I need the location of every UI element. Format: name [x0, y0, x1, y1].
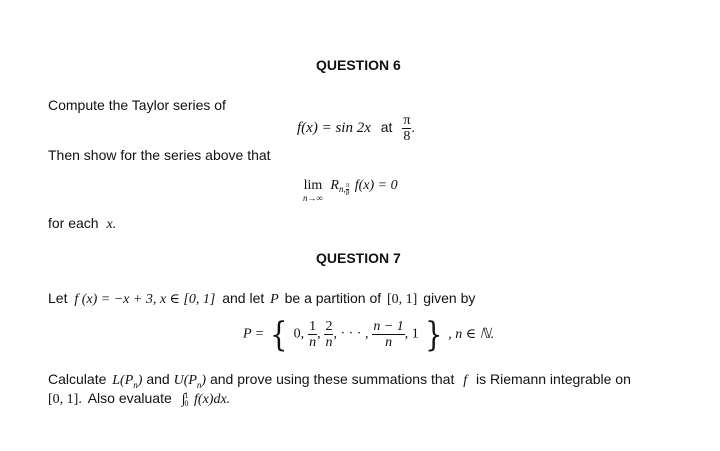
- q6-remainder-sub-num: π: [345, 181, 350, 190]
- q6-then-text: Then show for the series above that: [48, 147, 271, 163]
- q7-upper-sum-text: U(P: [173, 373, 197, 388]
- q7-set-tail: , n ∈ ℕ.: [448, 327, 495, 342]
- q6-remainder-subscript: [338, 181, 350, 198]
- q7-set-lhs: P =: [243, 326, 265, 342]
- q7-integral-lower: 0: [184, 398, 189, 408]
- q7-set-zero: 0,: [293, 326, 305, 342]
- q6-remainder-subscript-fraction: [346, 182, 350, 197]
- q7-fraction-1-num: 1: [309, 319, 317, 334]
- q7-partition-set: [243, 314, 495, 355]
- q7-let-line: [48, 290, 475, 308]
- q6-at-word: at: [380, 119, 393, 136]
- q7-prove-text: and prove using these summations that: [209, 371, 455, 387]
- q7-fraction-1: [308, 319, 317, 350]
- right-brace-icon: }: [424, 314, 443, 355]
- q7-fraction-2-num: 2: [325, 319, 333, 334]
- q6-foreach-text: for each: [48, 215, 99, 231]
- q6-limit: [303, 178, 323, 203]
- q6-taylor-expression: [297, 113, 415, 144]
- q6-point-period: .: [411, 121, 415, 137]
- q7-partition-text: be a partition of: [284, 290, 382, 306]
- q7-dots: , · · · ,: [333, 326, 369, 342]
- q6-remainder-R: R: [330, 178, 339, 193]
- q6-lim-subscript: n→∞: [303, 193, 323, 203]
- q7-fraction-3-num: n − 1: [373, 319, 404, 334]
- question-7-heading: QUESTION 7: [316, 250, 401, 266]
- q6-foreach-var: x.: [106, 217, 117, 232]
- q7-and-word: and: [146, 371, 170, 387]
- q7-interval: [0, 1]: [387, 292, 418, 307]
- q6-lim-word: lim: [303, 178, 323, 193]
- q6-function: f(x) = sin 2x: [297, 120, 371, 137]
- q7-set-one: , 1: [404, 326, 419, 342]
- q6-remainder-rest: f(x) = 0: [354, 178, 398, 193]
- q6-point-denominator: 8: [403, 129, 411, 144]
- q7-integral-upper: 1: [184, 390, 189, 400]
- q7-evaluate-line: [48, 390, 230, 408]
- q7-let-word: Let: [48, 290, 68, 306]
- q6-intro-text: Compute the Taylor series of: [48, 97, 226, 113]
- q7-fraction-1-den: n: [309, 335, 317, 350]
- q7-integral-limits: [185, 392, 189, 408]
- q7-also-evaluate: Also evaluate: [87, 390, 172, 406]
- q6-remainder-sub-den: 8: [345, 189, 350, 198]
- q7-fraction-3-den: n: [385, 335, 393, 350]
- integral-sign-icon: ∫: [181, 392, 186, 407]
- q6-remainder-term: [330, 178, 398, 198]
- q7-interval-2: [0, 1].: [48, 392, 82, 407]
- q7-and-let: and let: [222, 290, 265, 306]
- q6-foreach-line: [48, 215, 116, 233]
- q7-f-symbol: f: [463, 373, 468, 388]
- q6-limit-expression: [303, 178, 398, 203]
- q6-point-numerator: π: [403, 113, 411, 128]
- left-brace-icon: {: [270, 314, 288, 355]
- q7-integral: [182, 392, 231, 407]
- q7-integrand: f(x)dx.: [194, 392, 231, 407]
- q7-fraction-3: [372, 319, 404, 350]
- question-6-heading: QUESTION 6: [316, 57, 401, 73]
- q7-function-def: f (x) = −x + 3, x ∈ [0, 1]: [74, 292, 216, 307]
- q6-remainder-subscript-n: n,: [338, 184, 346, 194]
- q7-calculate-line: [48, 371, 631, 390]
- q7-integrable-text: is Riemann integrable on: [476, 371, 631, 387]
- q7-partition-P: P: [270, 292, 279, 307]
- q7-lower-sum-text: L(P: [112, 373, 134, 388]
- q7-fraction-2-den: n: [325, 335, 333, 350]
- q7-given-by: given by: [423, 290, 476, 306]
- q7-upper-sum: $U(P_n)$: [173, 373, 207, 390]
- q7-lower-sum: $L(P_n)$: [112, 373, 143, 390]
- q7-calculate-word: Calculate: [48, 371, 107, 387]
- q7-comma-1: ,: [317, 326, 321, 342]
